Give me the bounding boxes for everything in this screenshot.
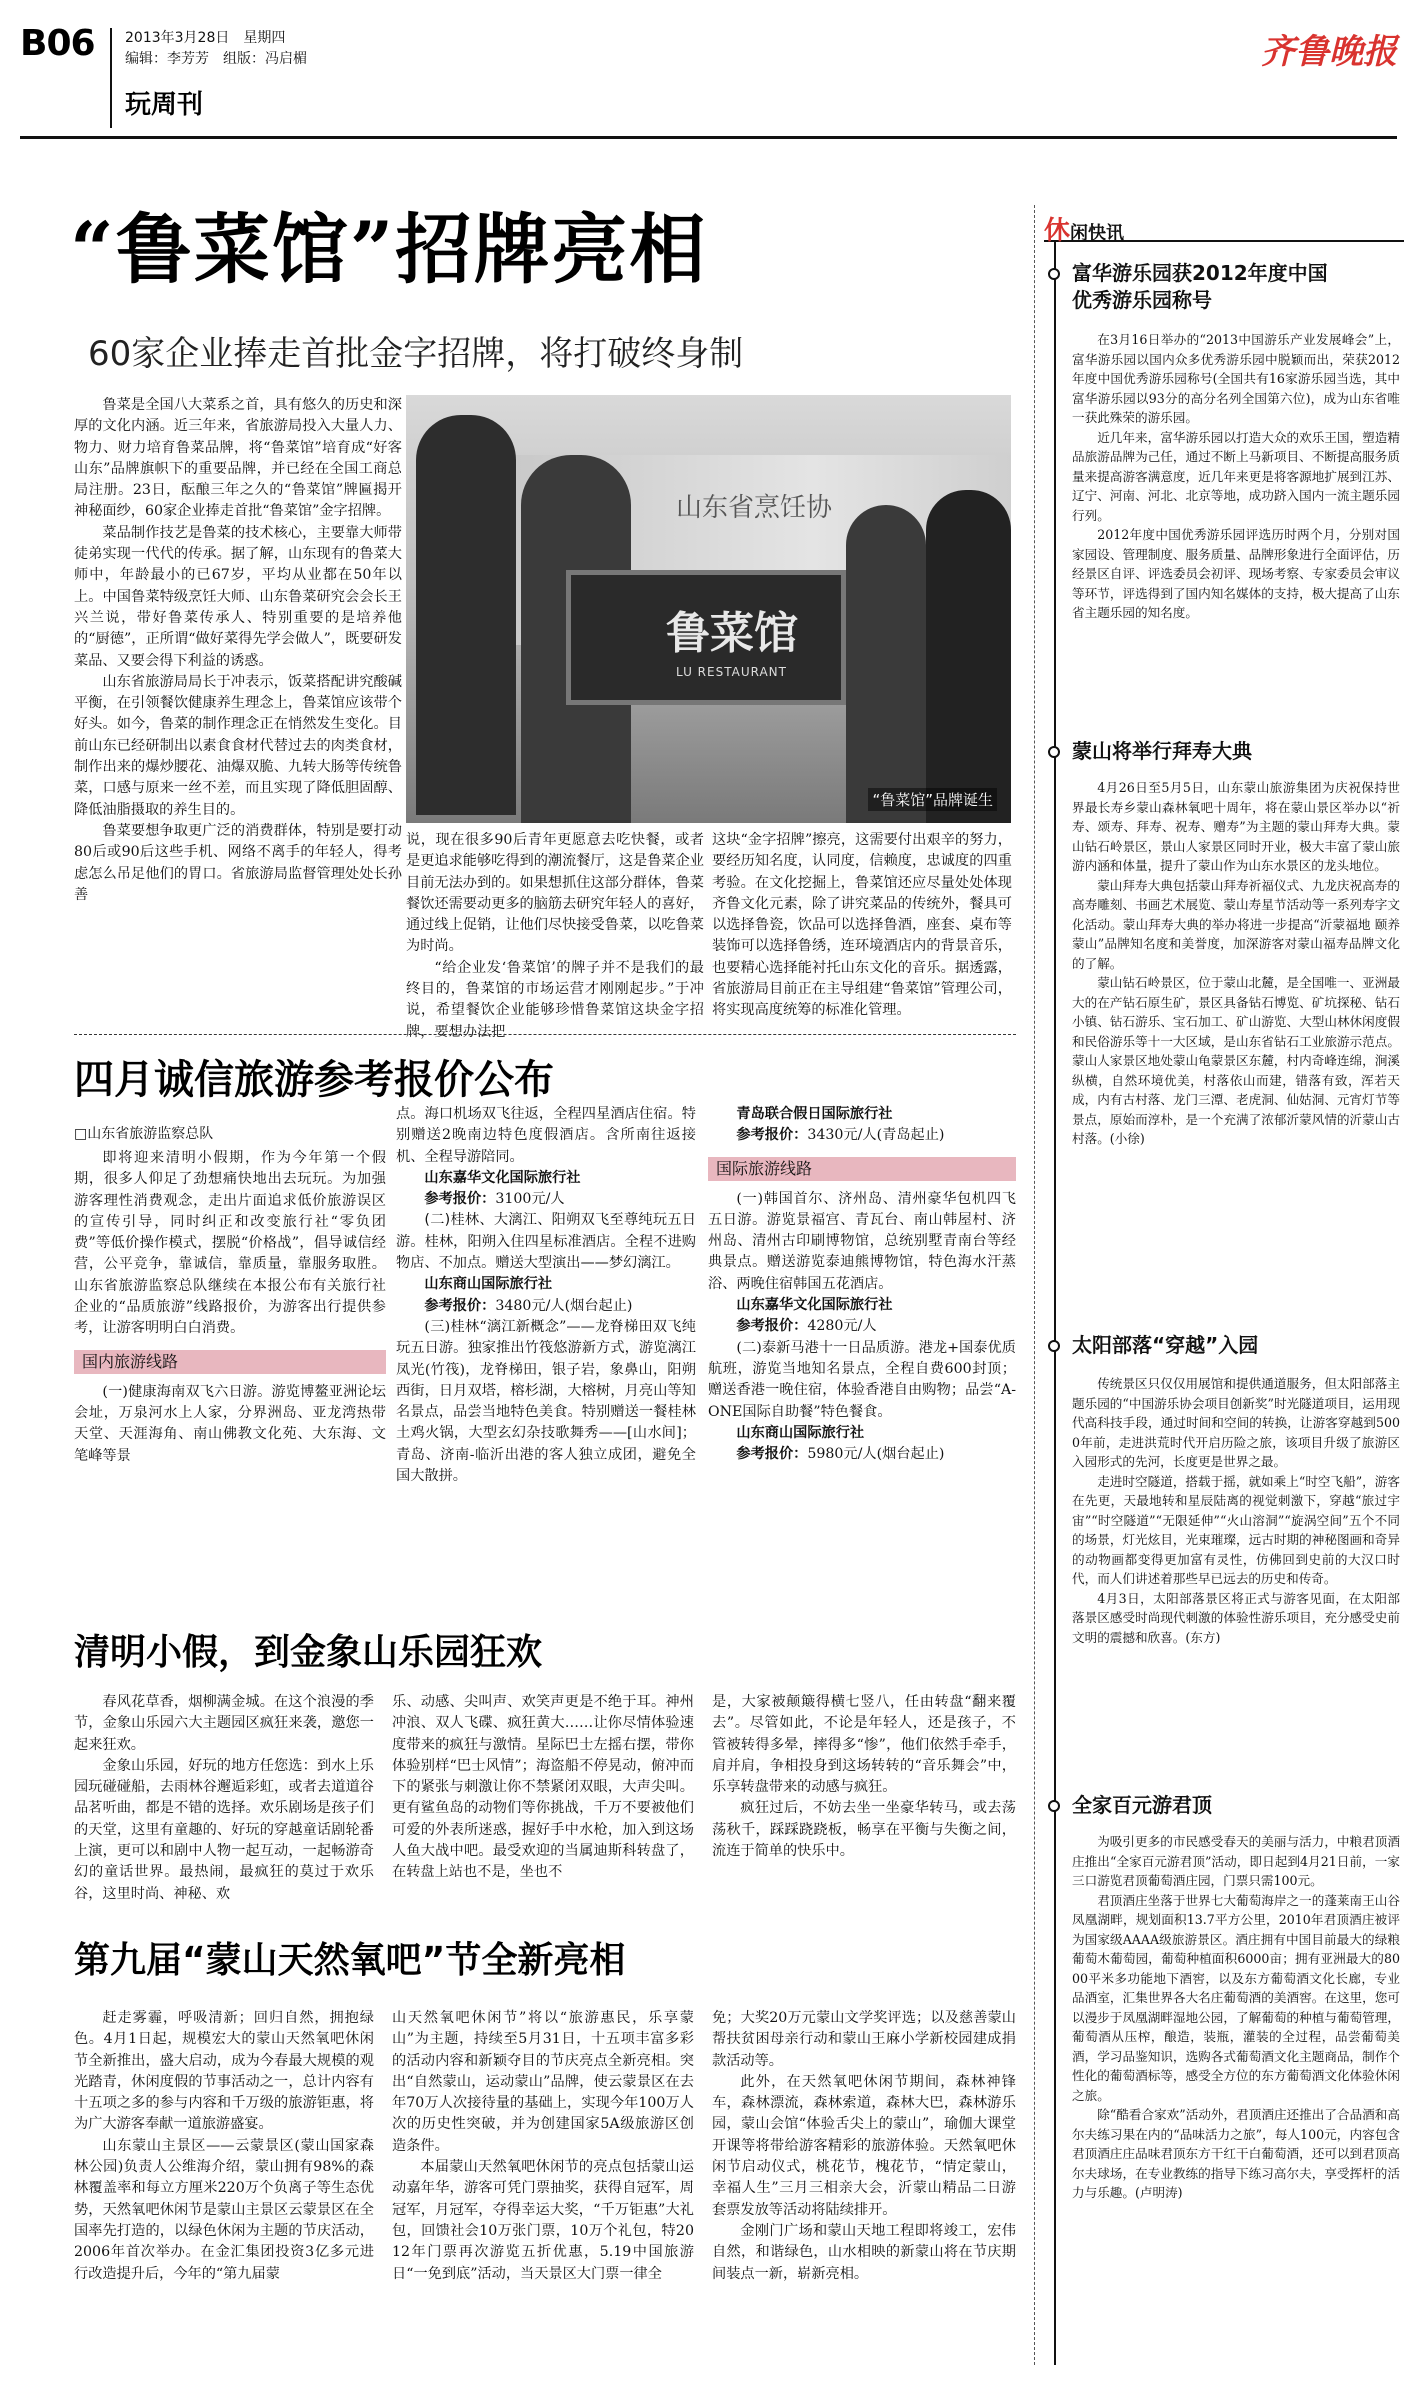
sidebar-paragraph: 除“酷看合家欢”活动外，君顶酒庄还推出了合品酒和高尔夫练习果在内的“品味活力之旅”，每人100元，内容包含君顶酒庄庄品味君顶东方干红干白葡萄酒，还可以到君顶高尔夫球场，在专业教练的指导下练习高尔夫，享受挥杆的活力与乐趣。(卢明涛): [1072, 2107, 1400, 2200]
timeline-dot: [1048, 1340, 1060, 1352]
page-number: B06: [20, 23, 95, 64]
section-divider: [74, 1034, 1016, 1035]
article-paragraph: 此外，在天然氧吧休闲节期间，森林神锋车，森林漂流，森林索道，森林大巴，森林游乐园，蒙山会馆“体验舌尖上的蒙山”，瑜伽大课堂开课等将带给游客精彩的旅游体验。天然氧吧休闲节启动仪式，桃花节，槐花节，“情定蒙山，幸福人生”三月三相亲大会，沂蒙山精品二日游套票发放等活动将陆续排开。: [712, 2073, 1016, 2218]
sidebar-paragraph: 在3月16日举办的“2013中国游乐产业发展峰会”上，富华游乐园以国内众多优秀游乐园中脱颖而出，荣获2012年度中国优秀游乐园称号(全国共有16家游乐园当选，其中富华游乐园以93分的高分名列全国第六位)，成为山东省唯一获此殊荣的游乐园。: [1072, 332, 1400, 425]
sidebar-paragraph: 4月26日至5月5日，山东蒙山旅游集团为庆祝保持世界最长寿乡蒙山森林氧吧十周年，将在蒙山景区举办以“祈寿、颂寿、拜寿、祝寿、赠寿”为主题的蒙山拜寿大典。蒙山钻石岭景区，景山人家景区同时开业，极大丰富了蒙山旅游内涵和体量，提升了蒙山作为山东水景区的龙头地位。: [1072, 780, 1400, 873]
article-paragraph: 春风花草香，烟柳满金城。在这个浪漫的季节，金象山乐园六大主题园区疯狂来袭，邀您一起来狂欢。: [74, 1694, 374, 1753]
person-silhouette: [416, 415, 516, 815]
route-description: (一)健康海南双飞六日游。游览博鳌亚洲论坛会址，万泉河水上人家，分界洲岛、亚龙湾热带天堂、天涯海角、南山佛教文化苑、大东海、文笔峰等景: [74, 1383, 386, 1464]
sidebar-story-body: [1072, 778, 1400, 1323]
lead-paragraph: 菜品制作技艺是鲁菜的技术核心，主要靠大师带徒弟实现一代代的传承。据了解，山东现有的鲁菜大师中，年龄最小的已67岁，平均从业都在50年以上。中国鲁菜特级烹饪大师、山东鲁菜研究会会长王兴兰说，带好鲁菜传承人、特别重要的是培养他的“厨德”，正所谓“做好菜得先学会做人”，既要研发菜品、又要会得下利益的诱惑。: [74, 524, 402, 669]
sidebar-header-char: 休: [1044, 216, 1071, 246]
april-col-2: [396, 1104, 696, 1618]
domestic-routes-band: 国内旅游线路: [74, 1350, 386, 1374]
sidebar-story-title: 太阳部落“穿越”入园: [1072, 1333, 1259, 1357]
lead-paragraph: 鲁菜要想争取更广泛的消费群体，特别是要打动80后或90后这些手机、网络不离手的年轻人，得考虑怎么吊足他们的胃口。省旅游局监督管理处处长孙善: [74, 822, 402, 903]
lead-paragraph: “给企业发‘鲁菜馆’的牌子并不是我们的最终目的，鲁菜馆的市场运营才刚刚起步。”于冲说，希望餐饮企业能够珍惜鲁菜馆这块金字招牌，要想办法把: [406, 959, 704, 1040]
lead-photo: [406, 395, 1011, 823]
agency-name: 山东嘉华文化国际旅行社: [736, 1297, 893, 1314]
route-description: (一)韩国首尔、济州岛、清州豪华包机四飞五日游。游览景福宫、青瓦台、南山韩屋村、济州岛、清州古印刷博物馆，总统别墅青南台等经典景点。赠送游览泰迪熊博物馆，特色海水汗蒸浴、两晚住宿韩国五花酒店。: [708, 1190, 1016, 1292]
price-label: 参考报价：: [424, 1191, 496, 1208]
agency-name: 山东商山国际旅行社: [424, 1276, 553, 1293]
article-paragraph: 金刚门广场和蒙山天地工程即将竣工，宏伟自然，和谐绿色，山水相映的新蒙山将在节庆期间装点一新，崭新亮相。: [712, 2222, 1016, 2282]
price-value: 3430元/人(青岛起止): [807, 1127, 945, 1144]
header-rule: [20, 136, 1397, 139]
jinxiang-headline: 清明小假，到金象山乐园狂欢: [74, 1632, 543, 1673]
lead-paragraph: 山东省旅游局局长于冲表示，饭菜搭配讲究酸碱平衡，在引领餐饮健康养生理念上，鲁菜馆应该带个好头。如今，鲁菜的制作理念正在悄然发生变化。目前山东已经研制出以素食食材代替过去的肉类食材，制作出来的爆炒腰花、油爆双脆、九转大肠等传统鲁菜，口感与原来一丝不差，而且实现了降低胆固醇、降低油脂摄取的养生目的。: [74, 673, 402, 818]
price-label: 参考报价：: [736, 1127, 808, 1144]
mengshan-headline: 第九届“蒙山天然氧吧”节全新亮相: [74, 1940, 626, 1981]
sidebar-story-body: [1072, 1374, 1400, 1784]
sidebar-paragraph: 为吸引更多的市民感受春天的美丽与活力，中粮君顶酒庄推出“全家百元游君顶”活动，即日起到4月21日前，一家三口游览君顶葡萄酒庄园，门票只需100元。: [1072, 1834, 1400, 1888]
lead-headline: “鲁菜馆”招牌亮相: [70, 205, 708, 294]
route-description: 点。海口机场双飞往返，全程四星酒店住宿。特别赠送2晚南边特色度假酒店。含所南往返接机、全程导游陪同。: [396, 1106, 696, 1165]
sidebar-story-body: [1072, 1832, 1400, 2367]
price-value: 4280元/人: [807, 1318, 877, 1335]
sidebar-story-body: [1072, 330, 1400, 730]
sidebar-header-text: 闲快讯: [1070, 223, 1125, 244]
article-paragraph: 乐、动感、尖叫声、欢笑声更是不绝于耳。神州冲浪、双人飞碟、疯狂黄大……让你尽情体验速度带来的疯狂与激情。星际巴士左摇右摆，带你体验别样“巴士风情”；海盗船不停晃动，俯冲而下的紧张与刺激让你不禁紧闭双眼，大声尖叫。更有鲨鱼岛的动物们等你挑战，千万不要被他们可爱的外表所迷惑，握好手中水枪，加入到这场人鱼大战中吧。最受欢迎的当属迪斯科转盘了，在转盘上站也不是，坐也不: [392, 1694, 694, 1881]
sidebar-paragraph: 近几年来，富华游乐园以打造大众的欢乐王国，塑造精品旅游品牌为己任，通过不断上马新项目、不断提高服务质量来提高游客满意度，近几年来更是将客源地扩展到江苏、辽宁、河南、河北、北京等地，成功跻入国内一流主题乐园行列。: [1072, 429, 1400, 523]
price-value: 3480元/人(烟台起止): [495, 1297, 633, 1314]
article-paragraph: 是，大家被颠簸得横七竖八，任由转盘“翻来覆去”。尽管如此，不论是年轻人，还是孩子，不管被转得多晕，摔得多“惨”，他们依然手牵手，肩并肩，争相投身到这场转转的“音乐舞会”中，乐享转盘带来的动感与疯狂。: [712, 1694, 1016, 1796]
mengshan-col-2: [392, 2008, 694, 2368]
sidebar-paragraph: 君顶酒庄坐落于世界七大葡萄海岸之一的蓬莱南王山谷凤凰湖畔，规划面积13.7平方公里，2010年君顶酒庄被评为国家级AAAA级旅游景区。酒庄拥有中国目前最大的绿粮葡萄木葡萄园，葡萄种植面积6000亩；拥有亚洲最大的8000平米多功能地下酒窖，以及东方葡萄酒文化长廊，专业品酒室，汇集世界各大名庄葡萄酒的美酒窖。在这里，您可以漫步于凤凰湖畔湿地公园，了解葡萄的种植与葡萄管理，葡萄酒从压榨，酿造，装瓶，灌装的全过程，品尝葡萄美酒，学习品鉴知识，选购各式葡萄酒文化主题商品，制作个性化的葡萄酒标等，感受全方位的东方葡萄酒文化体验休闲之旅。: [1072, 1892, 1400, 2103]
lead-paragraph: 说，现在很多90后青年更愿意去吃快餐，或者是更追求能够吃得到的潮流餐厅，这是鲁菜企业目前无法办到的。如果想抓住这部分群体，鲁菜餐饮还需要动更多的脑筋去研究年轻人的喜好，通过线上促销，让他们尽快接受鲁菜，以吃鲁菜为时尚。: [406, 832, 704, 955]
agency-name: 山东商山国际旅行社: [736, 1424, 865, 1441]
sidebar-divider: [1034, 205, 1035, 2365]
price-value: 5980元/人(烟台起止): [807, 1446, 945, 1463]
price-value: 3100元/人: [495, 1191, 565, 1208]
sidebar-paragraph: 蒙山拜寿大典包括蒙山拜寿祈福仪式、九龙庆祝高寿的高寿雕刻、书画艺术展览、蒙山寿星节活动等一系列寿字文化活动。蒙山拜寿大典的举办将进一步提高“沂蒙福地 颐养蒙山”品牌知名度和美誉度，加深游客对蒙山福寿品牌文化的了解。: [1072, 877, 1400, 971]
lead-col-3: [712, 830, 1012, 1020]
jinxiang-col-1: [74, 1692, 374, 1920]
sidebar-paragraph: 4月3日，太阳部落景区将正式与游客见面，在太阳部落景区感受时尚现代刺激的体验性游乐项目，充分感受史前文明的震撼和欣喜。(东方): [1072, 1590, 1400, 1645]
timeline-dot: [1048, 1800, 1060, 1812]
lead-subheadline: 60家企业捧走首批金字招牌，将打破终身制: [88, 334, 744, 374]
agency-name: 青岛联合假日国际旅行社: [736, 1106, 893, 1122]
lead-col-2: [406, 830, 704, 1040]
april-source: □山东省旅游监察总队: [74, 1126, 214, 1142]
international-routes-band: 国际旅游线路: [708, 1157, 1016, 1181]
article-paragraph: 免；大奖20万元蒙山文学奖评选；以及慈善蒙山帮扶贫困母亲行动和蒙山王麻小学新校园建成捐款活动等。: [712, 2010, 1016, 2069]
route-description: (二)泰新马港十一日品质游。港龙+国泰优质航班，游览当地知名景点，全程自费600封顶；赠送香港一晚住宿，体验香港自由购物；品尝“A-ONE国际自助餐”特色餐食。: [708, 1339, 1016, 1420]
jinxiang-col-3: [712, 1692, 1016, 1920]
sidebar-story-title: 蒙山将举行拜寿大典: [1072, 739, 1252, 763]
jinxiang-col-2: [392, 1692, 694, 1920]
person-silhouette: [926, 490, 1011, 823]
sidebar-paragraph: 2012年度中国优秀游乐园评选历时两个月，分别对国家园设、管理制度、服务质量、品牌形象进行全面评估，历经景区自评、评选委员会初评、现场考察、专家委员会审议等环节，评选得到了国内知名媒体的支持，极大提高了山东省主题乐园的知名度。: [1072, 527, 1400, 620]
article-paragraph: 本届蒙山天然氧吧休闲节的亮点包括蒙山运动嘉年华，游客可凭门票抽奖，获得自冠军，周冠军，月冠军，夺得幸运大奖，“千万钜惠”大礼包，回馈社会10万张门票，10万个礼包，特2012年门票再次游览五折优惠，5.19中国旅游日“一免到底”活动，当天景区大门票一律全: [392, 2159, 694, 2282]
agency-name: 山东嘉华文化国际旅行社: [424, 1169, 581, 1186]
sidebar-paragraph: 走进时空隧道，搭载于摇，就如乘上“时空飞船”，游客在先更，天最地转和星辰陆离的视觉刺激下，穿越“旅过宇宙”“时空隧道”“无限延伸”“火山溶洞”“旋涡空间”五个不同的场景，灯光炫目，光束璀璨，远古时期的神秘图画和奇异的动物画都变得更加富有灵性，仿佛回到史前的大汉口时代，而人们讲述着那些早已远去的历史和传奇。: [1072, 1473, 1400, 1586]
timeline-dot: [1048, 268, 1060, 280]
price-label: 参考报价：: [736, 1446, 808, 1463]
editors-line: 编辑：李芳芳 组版：冯启楣: [125, 51, 307, 67]
mengshan-col-3: [712, 2008, 1016, 2368]
sidebar-story-title: 全家百元游君顶: [1072, 1793, 1212, 1817]
header-divider: [110, 28, 112, 128]
april-headline: 四月诚信旅游参考报价公布: [74, 1057, 554, 1103]
person-silhouette: [846, 505, 926, 823]
issue-date: 2013年3月28日 星期四: [125, 30, 286, 46]
price-label: 参考报价：: [736, 1318, 808, 1335]
april-col-1: [74, 1148, 386, 1618]
article-paragraph: 山天然氧吧休闲节”将以“旅游惠民，乐享蒙山”为主题，持续至5月31日，十五项丰富多彩的活动内容和新颖夺目的节庆亮点全新亮相。突出“自然蒙山，运动蒙山”品牌，使云蒙景区在去年70万人次接待量的基础上，实现今年100万人次的历史性突破，并为创建国家5A级旅游区创造条件。: [392, 2010, 694, 2154]
article-paragraph: 金象山乐园，好玩的地方任您选：到水上乐园玩碰碰船，去雨林谷邂逅彩虹，或者去道道谷品茗听曲，都是不错的选择。欢乐剧场是孩子们的天堂，这里有童趣的、好玩的穿越童话剧轮番上演，更可以和剧中人物一起互动，一起畅游奇幻的童话世界。最热闹，最疯狂的莫过于欢乐谷，这里时尚、神秘、欢: [74, 1757, 374, 1902]
timeline-dot: [1048, 746, 1060, 758]
sidebar-story-title: 富华游乐园获2012年度中国优秀游乐园称号: [1072, 261, 1328, 312]
price-label: 参考报价：: [424, 1297, 496, 1314]
route-description: (三)桂林“漓江新概念”——龙脊梯田双飞纯玩五日游。独家推出竹筏悠游新方式，游览漓江凤光(竹筏)，龙脊梯田，银子岩，象鼻山，阳朔西街，日月双塔，榕杉湖，大榕树，月亮山等知名景点，品尝当地特色美食。特别赠送一餐桂林土鸡火锅，大型玄幻杂技歌舞秀——[山水间]；青岛、济南-临沂出港的客人独立成团，避免全国大散拼。: [396, 1318, 696, 1485]
lead-paragraph: 这块“金字招牌”擦亮，这需要付出艰辛的努力，要经历知名度，认同度，信赖度，忠诚度的四重考验。在文化挖掘上，鲁菜馆还应尽量处处体现齐鲁文化元素，除了讲究菜品的传统外，餐具可以选择鲁瓷，饮品可以选择鲁酒，座套、桌布等装饰可以选择鲁绣，连环境酒店内的背景音乐，也要精心选择能衬托山东文化的音乐。据透露，省旅游局目前正在主导组建“鲁菜馆”管理公司，将实现高度统筹的标准化管理。: [712, 832, 1012, 1019]
april-intro: 即将迎来清明小假期，作为今年第一个假期，很多人仰足了劲想痛快地出去玩玩。为加强游客理性消费观念，走出片面追求低价旅游误区的宣传引导，同时纠正和改变旅行社“零负团费”等低价操作模式，摆脱“价格战”，倡导诚信经营，公平竞争，靠诚信，靠质量，靠服务取胜。山东省旅游监察总队继续在本报公布有关旅行社企业的“品质旅游”线路报价，为游客出行提供参考，让游客明明白白消费。: [74, 1150, 386, 1337]
photo-caption: “鲁菜馆”品牌诞生: [868, 788, 997, 811]
sidebar-paragraph: 传统景区只仅仅用展馆和提供通道服务，但太阳部落主题乐园的“中国游乐协会项目创新奖”时光隧道项目，运用现代高科技手段，通过时间和空间的转换，让游客穿越到5000年前，走进洪荒时代开启历险之旅，该项目升级了旅游区入园形式的先河，长度更是世界之最。: [1072, 1376, 1400, 1469]
sidebar-paragraph: 蒙山钻石岭景区，位于蒙山北麓，是全国唯一、亚洲最大的在产钻石原生矿，景区具备钻石博览、矿坑探秘、钻石小镇、钻石游乐、宝石加工、矿山游览、大型山林休闲度假和民俗游乐等十一大区域，是山东省钻石工业旅游示范点。蒙山人家景区地处蒙山龟蒙景区东麓，村内奇峰连绵，涧溪纵横，自然环境优美，村落依山而建，错落有致，浑若天成，内有古村落、龙门三潭、老虎洞、仙姑洞、元宵灯节等景点，原始而淳朴，是一个充满了浓郁沂蒙风情的沂蒙山古村落。(小徐): [1072, 975, 1400, 1146]
article-paragraph: 山东蒙山主景区——云蒙景区(蒙山国家森林公园)负责人公维海介绍，蒙山拥有98%的森林覆盖率和每立方厘米220万个负离子等生态优势，天然氧吧休闲节是蒙山主景区云蒙景区在全国率先打造的，以绿色休闲为主题的节庆活动，2006年首次举办。在金汇集团投资3亿多元进行改造提升后，今年的“第九届蒙: [74, 2137, 374, 2282]
sidebar-header: [1044, 210, 1404, 246]
route-description: (二)桂林、大漓江、阳朔双飞至尊纯玩五日游。桂林，阳朔入住四星标准酒店。全程不进购物店、不加点。赠送大型演出——梦幻漓江。: [396, 1212, 696, 1272]
sign-board-english: LU RESTAURANT: [676, 665, 787, 679]
sign-board-text: 鲁菜馆: [666, 608, 798, 659]
sidebar-timeline: [1054, 240, 1056, 2365]
article-paragraph: 疯狂过后，不妨去坐一坐豪华转马，或去荡荡秋千，踩踩跷跷板，畅享在平衡与失衡之间，流连于简单的快乐中。: [712, 1800, 1016, 1860]
sign-board: [566, 570, 846, 705]
section-title: 玩周刊: [125, 90, 204, 120]
article-paragraph: 赶走雾霾，呼吸清新；回归自然，拥抱绿色。4月1日起，规模宏大的蒙山天然氧吧休闲节全新推出，盛大启动，成为今春最大规模的观光踏青，休闲度假的节事活动之一，总计内容有十五项之多的参与内容和千万级的旅游钜惠，将为广大游客奉献一道旅游盛宴。: [74, 2010, 374, 2133]
lead-col-1: [74, 395, 402, 1020]
lead-paragraph: 鲁菜是全国八大菜系之首，具有悠久的历史和深厚的文化内涵。近三年来，省旅游局投入大量人力、物力、财力培育鲁菜品牌，将“鲁菜馆”培育成“好客山东”品牌旗帜下的重要品牌，并已经在全国工商总局注册。23日，酝酿三年之久的“鲁菜馆”牌匾揭开神秘面纱，60家企业捧走首批“鲁菜馆”金字招牌。: [74, 397, 402, 520]
mengshan-col-1: [74, 2008, 374, 2368]
photo-backdrop-text: 山东省烹饪协: [676, 493, 833, 523]
newspaper-logo: 齐鲁晚报: [1261, 32, 1397, 72]
april-col-3: [708, 1104, 1016, 1618]
